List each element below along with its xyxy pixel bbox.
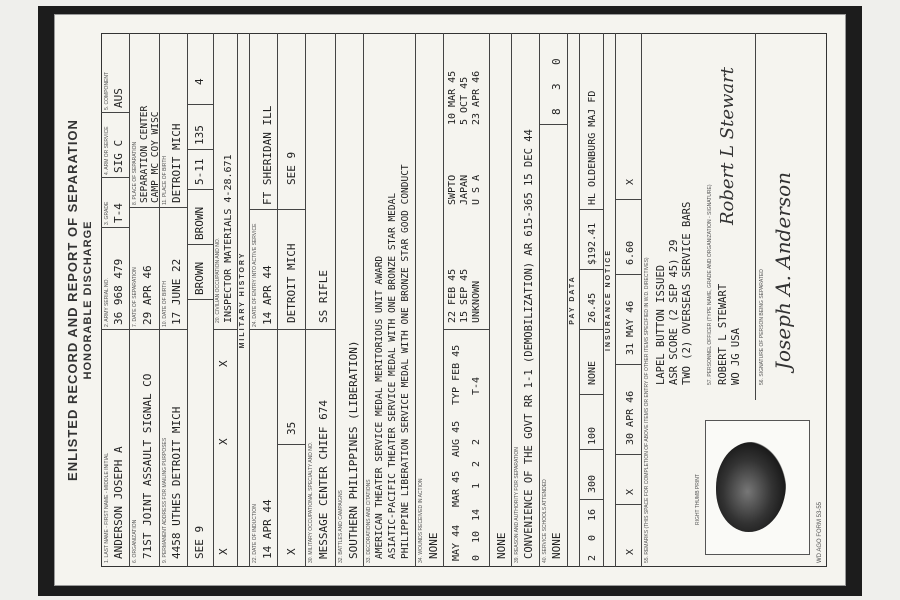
destination: JAPAN (459, 174, 470, 205)
label-occupation: 20. CIVILIAN OCCUPATION AND NO. (215, 237, 221, 323)
marital-single-mark: X (217, 438, 230, 445)
induction-value: 14 APR 44 (261, 499, 274, 559)
home-address-entry-value: SEE 9 (285, 151, 298, 185)
battles-value: SOUTHERN PHILIPPINES (LIBERATION) (347, 340, 360, 559)
entry-date-value: 14 APR 44 (261, 265, 274, 325)
label-mos: 30. MILITARY OCCUPATIONAL SPECIALTY AND NO. (308, 441, 314, 563)
label-component: 5. COMPONENT (104, 71, 110, 110)
continental-months: 10 (471, 530, 482, 543)
longevity-years: 2 (587, 554, 598, 561)
height-value: 5-11 (193, 158, 206, 185)
label-schools: 40. SERVICE SCHOOLS ATTENDED (542, 479, 548, 563)
pob-value: DETROIT MICH (170, 123, 183, 203)
hair-value: BROWN (193, 206, 206, 240)
separation-document (55, 15, 845, 585)
label-entry: 24. DATE OF ENTRY INTO ACTIVE SERVICE (252, 223, 258, 327)
arrival-date: 5 OCT 45 (459, 76, 470, 125)
destination: U S A (471, 174, 482, 205)
weapons-value: SS RIFLE (317, 270, 330, 323)
sep-place-value: SEPARATION CENTER CAMP MC COY WISC (139, 105, 161, 203)
arrival-date: 23 APR 46 (471, 70, 482, 125)
label-reason: 39. REASON AND AUTHORITY FOR SEPARATION (514, 447, 520, 563)
reason-value: CONVENIENCE OF THE GOVT RR 1-1 (DEMOBILIZATION) AR 615-365 15 DEC 44 (523, 129, 535, 559)
serial-value: 36 968 479 (112, 258, 125, 325)
remark-line: LAPEL BUTTON ISSUED (655, 264, 667, 385)
county-state-value: DETROIT MICH (285, 243, 298, 323)
continental-years: 0 (471, 554, 482, 561)
label-battles: 32. BATTLES AND CAMPAIGNS (338, 490, 344, 563)
label-personnel-officer: 57. PERSONNEL OFFICER (TYPE NAME, GRADE AND ORGANIZATION - SIGNATURE) (707, 184, 713, 385)
label-address: 9. PERMANENT ADDRESS FOR MAILING PURPOSES (162, 437, 168, 563)
how-paid-mark: X (625, 488, 636, 495)
insurance-kind-mark: X (625, 548, 636, 555)
departure-date: 22 FEB 45 (447, 268, 458, 323)
label-sep-date: 7. DATE OF SEPARATION (132, 267, 138, 327)
remark-line: ASR SCORE (2 SEP 45) 29 (668, 239, 680, 385)
label-organization: 6. ORGANIZATION (132, 519, 138, 563)
foreign-months: 2 (471, 460, 482, 467)
pay-data-heading: PAY DATA (569, 275, 576, 325)
address-value: 4458 UTHES DETROIT MICH (170, 406, 183, 559)
decoration-line: PHILIPPINE LIBERATION SERVICE MEDAL WITH ONE BRONZE STAR GOOD CONDUCT (400, 164, 411, 559)
education-college: 0 (550, 58, 563, 65)
label-dob: 10. DATE OF BIRTH (162, 281, 168, 327)
education-high-school: 3 (550, 83, 563, 90)
label-name: 1. LAST NAME - FIRST NAME - MIDDLE INITIAL (104, 452, 110, 563)
label-sep-place: 8. PLACE OF SEPARATION (132, 141, 138, 205)
occupation-value: INSPECTOR MATERIALS 4-28.671 (223, 154, 234, 323)
military-history-heading: MILITARY HISTORY (239, 251, 246, 349)
race-white-mark: X (217, 548, 230, 555)
soldier-deposits: NONE (587, 360, 598, 385)
employment-address-value: SEE 9 (193, 525, 206, 559)
effective-date-value: 30 APR 46 (625, 390, 636, 445)
departure-date: UNKNOWN (471, 280, 482, 323)
thumb-print-icon (716, 442, 786, 532)
entry-place-value: FT SHERIDAN ILL (261, 105, 274, 205)
label-signature: 56. SIGNATURE OF PERSON BEING SEPARATED (759, 269, 765, 385)
premium-value: 6.60 (625, 240, 636, 265)
label-induction: 22. DATE OF INDUCTION (252, 504, 258, 563)
right-thumb-print-box (705, 420, 810, 555)
organization-value: 71ST JOINT ASSAULT SIGNAL CO (141, 373, 154, 559)
mustering-out-total: 300 (587, 474, 598, 493)
continental-days: 14 (471, 508, 482, 521)
insurance-notice-heading: INSURANCE NOTICE (605, 249, 612, 352)
total-amount: $192.41 (587, 222, 598, 265)
immunization-smallpox: MAY 44 (451, 524, 462, 561)
education-grammar: 8 (550, 108, 563, 115)
label-pob: 11. PLACE OF BIRTH (162, 156, 168, 205)
destination: SWPTO (447, 174, 458, 205)
dependents-value: 4 (193, 78, 206, 85)
component-value: AUS (112, 88, 125, 108)
label-arm: 4. ARM OR SERVICE (104, 126, 110, 175)
sep-date-value: 29 APR 46 (141, 265, 154, 325)
remark-line: TWO (2) OVERSEAS SERVICE BARS (681, 201, 693, 385)
longevity-days: 16 (587, 508, 598, 521)
selective-service-mark: X (285, 548, 298, 555)
next-premium-due-value: 31 MAY 46 (625, 300, 636, 355)
document-subtitle: HONORABLE DISCHARGE (82, 220, 94, 380)
label-serial: 2. ARMY SERIAL NO. (104, 278, 110, 327)
label-thumb-print: RIGHT THUMB PRINT (695, 474, 701, 525)
disbursing-officer: HL OLDENBURG MAJ FD (587, 90, 598, 205)
arm-value: SIG C (112, 139, 125, 173)
immunization-tetanus: AUG 45 (451, 420, 462, 457)
eyes-value: BROWN (193, 261, 206, 295)
arrival-date: 10 MAR 45 (447, 70, 458, 125)
longevity-months: 0 (587, 534, 598, 541)
label-wounds: 34. WOUNDS RECEIVED IN ACTION (418, 478, 424, 563)
dob-value: 17 JUNE 22 (170, 258, 183, 325)
wounds-value: NONE (427, 532, 440, 559)
person-signature: Joseph A. Anderson (771, 171, 795, 370)
decoration-line: AMERICAN THEATER SERVICE MEDAL MERITORIOUS UNIT AWARD (374, 255, 385, 559)
label-remarks: 55. REMARKS (THIS SPACE FOR COMPLETION OF ABOVE ITEMS OR ENTRY OF OTHER ITEMS SPECIFIED IN W.D. DIRECTIVES) (644, 257, 650, 563)
document-title: ENLISTED RECORD AND REPORT OF SEPARATION (65, 119, 80, 481)
officer-signature: Robert L Stewart (717, 67, 738, 225)
grade-value: T-4 (112, 203, 125, 223)
local-board-value: 35 (285, 421, 298, 435)
citizen-mark: X (217, 360, 230, 367)
departure-date: 15 SEP 45 (459, 268, 470, 323)
weight-value: 135 (193, 125, 206, 145)
name-value: ANDERSON JOSEPH A (112, 446, 125, 559)
travel-pay: 26.45 (587, 292, 598, 323)
immunization-typhoid: MAR 45 (451, 470, 462, 507)
highest-grade-value: T-4 (471, 376, 482, 395)
decoration-line: ASIATIC-PACIFIC THEATER SERVICE MEDAL WITH ONE BRONZE STAR MEDAL (387, 192, 398, 559)
form-number: WD AGO FORM 53-55 (817, 501, 823, 563)
mustering-out-this-payment: 100 (587, 426, 598, 445)
prior-service-value: NONE (495, 532, 508, 559)
foreign-years: 1 (471, 482, 482, 489)
mos-value: MESSAGE CENTER CHIEF 674 (317, 400, 330, 559)
schools-value: NONE (550, 532, 563, 559)
immunization-other: TYP FEB 45 (451, 344, 462, 405)
label-decorations: 33. DECORATIONS AND CITATIONS (366, 479, 372, 563)
label-grade: 3. GRADE (104, 201, 110, 225)
personnel-officer-value: ROBERT L STEWART WO JG USA (717, 283, 742, 385)
foreign-days: 2 (471, 438, 482, 445)
intention-mark: X (625, 178, 636, 185)
